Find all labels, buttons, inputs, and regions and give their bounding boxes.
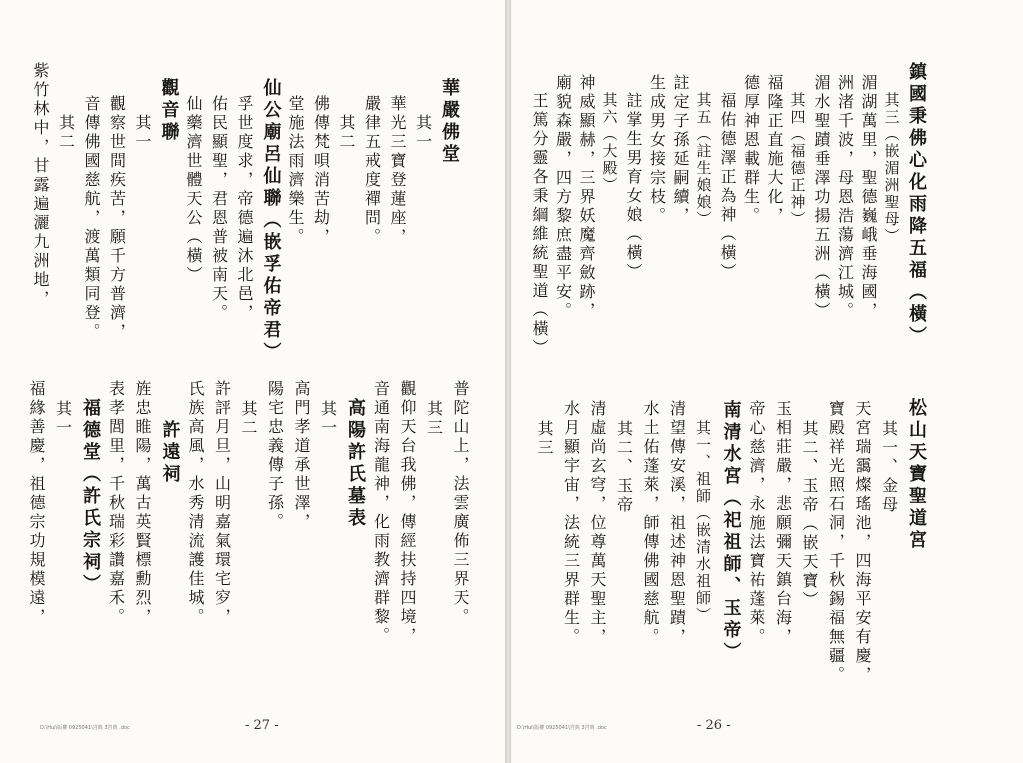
column-text: 表孝閭里，千秋瑞彩讚嘉禾。 [106, 380, 126, 627]
column-text: 其五（註生娘娘） [694, 92, 713, 228]
column-text: 福緣善慶，祖德宗功規模遠， [27, 380, 46, 627]
column-heading: 華嚴佛堂 [439, 78, 460, 166]
column-text: 高門孝道承世澤， [292, 380, 311, 532]
column-text: 玉相莊嚴，悲願彌天鎮台海， [773, 400, 793, 647]
column-text: 孚世度求，帝德遍沐北邑， [235, 95, 254, 323]
column-text: 生成男女接宗枝。 [647, 74, 667, 226]
column-text: 王篤分靈各秉綱維統聖道（橫） [530, 92, 549, 358]
column-text: 其四（福德正神） [788, 92, 807, 228]
column-text: 清虛尚玄穹，位尊萬天聖主， [588, 400, 607, 647]
column-text: 其二 [337, 114, 356, 152]
column-text: 其一 [413, 114, 433, 152]
column-text: 其二 [56, 114, 76, 152]
column-text: 廟貌森嚴，四方黎庶盡平安。 [553, 74, 573, 321]
column-text: 其三（嵌湄洲聖母） [882, 92, 901, 245]
column-text: 音通南海龍神，化雨教濟群黎。 [371, 380, 391, 646]
column-text: 仙藥濟世體天公（橫） [184, 95, 203, 285]
column-text: 嚴律五戒度禪問。 [362, 95, 382, 247]
column-text: 清望傳安溪，祖述神恩聖蹟， [667, 400, 687, 647]
column-text: 福佑德澤正為神（橫） [718, 92, 737, 282]
column-text: 其二、玉帝 [614, 420, 634, 515]
page-number: - 27 - [245, 718, 279, 733]
column-text: 天宮瑞靄燦瑤池，四海平安有慶， [853, 400, 872, 685]
column-text: 註掌生男育女娘（橫） [624, 92, 643, 282]
column-text: 佑民顯聖，君恩普被南天。 [209, 95, 229, 323]
column-text: 華光三寶登蓮座， [388, 95, 407, 247]
column-text: 普陀山上，法雲廣佈三界天。 [451, 380, 470, 627]
column-text: 紫竹林中，甘露遍灑九洲地， [31, 62, 50, 309]
column-heading: 許遠祠 [159, 420, 181, 486]
column-text: 神威顯赫，三界妖魔齊斂跡， [577, 74, 596, 321]
column-text: 帝心慈濟，永施法寶祐蓬萊。 [747, 400, 766, 647]
column-text: 堂施法雨濟樂生。 [286, 95, 305, 247]
column-heading: 南清水宮（祀祖師、玉帝） [720, 400, 742, 664]
column-text: 水月顯宇宙，法統三界群生。 [561, 400, 581, 647]
column-text: 其一 [133, 114, 152, 152]
column-text: 其六（大殿） [600, 92, 619, 194]
column-text: 陽宅忠義傳子孫。 [265, 380, 285, 532]
column-text: 其二、玉帝（嵌天寶） [800, 420, 819, 610]
column-text: 其三 [535, 420, 554, 458]
column-text: 旌忠睢陽，萬古英賢標勳烈， [133, 380, 152, 627]
column-text: 其二 [239, 400, 258, 438]
column-text: 其一 [318, 400, 338, 438]
column-text: 音傳佛國慈航，渡萬類同登。 [82, 95, 101, 342]
column-text: 水土佑蓬萊，師傳佛國慈航。 [641, 400, 660, 647]
column-text: 福隆正直施大化， [765, 74, 784, 226]
column-text: 其一、金母 [879, 420, 899, 515]
column-text: 其一、祖師（嵌清水祖師） [694, 420, 712, 624]
file-footer: D:\Hui\版權 0925041\宮典 3宮典 .doc [517, 725, 607, 731]
column-heading: 松山天寶聖道宮 [906, 398, 927, 552]
column-text: 洲渚千波，母恩浩蕩濟江城。 [835, 74, 855, 321]
column-text: 其一 [53, 400, 73, 438]
column-heading: 高陽許氏墓表 [345, 398, 366, 530]
column-text: 德厚神恩載群生。 [741, 74, 761, 226]
column-text: 佛傳梵唄消苦劫， [311, 95, 331, 247]
column-text: 許評月旦，山明嘉氣環宅穸， [212, 380, 232, 627]
column-text: 註定子孫延嗣續， [671, 74, 690, 226]
column-text: 寶殿祥光照石洞，千秋錫福無疆。 [826, 400, 846, 685]
file-footer: D:\Hui\版權 0925041\宮典 3宮典 .doc [40, 725, 130, 731]
column-text: 湄水聖蹟垂澤功揚五洲（橫） [812, 74, 831, 321]
page-26 [511, 0, 1023, 763]
column-heading: 觀音聯 [158, 78, 180, 144]
column-heading: 仙公廟呂仙聯（嵌孚佑帝君） [260, 78, 282, 364]
column-text: 其三 [424, 400, 444, 438]
page-27 [0, 0, 505, 763]
column-heading: 鎮國秉佛心化雨降五福（橫） [906, 62, 927, 348]
page-number: - 26 - [697, 718, 731, 733]
column-text: 觀仰天台我佛，傳經扶持四境， [398, 380, 417, 646]
column-text: 觀察世間疾苦，願千方普濟， [107, 95, 127, 342]
column-text: 氏族高風，水秀清流護佳城。 [186, 380, 205, 627]
column-text: 湄湖萬里，聖德巍峨垂海國， [859, 74, 878, 321]
column-heading: 福德堂（許氏宗祠） [80, 398, 101, 596]
